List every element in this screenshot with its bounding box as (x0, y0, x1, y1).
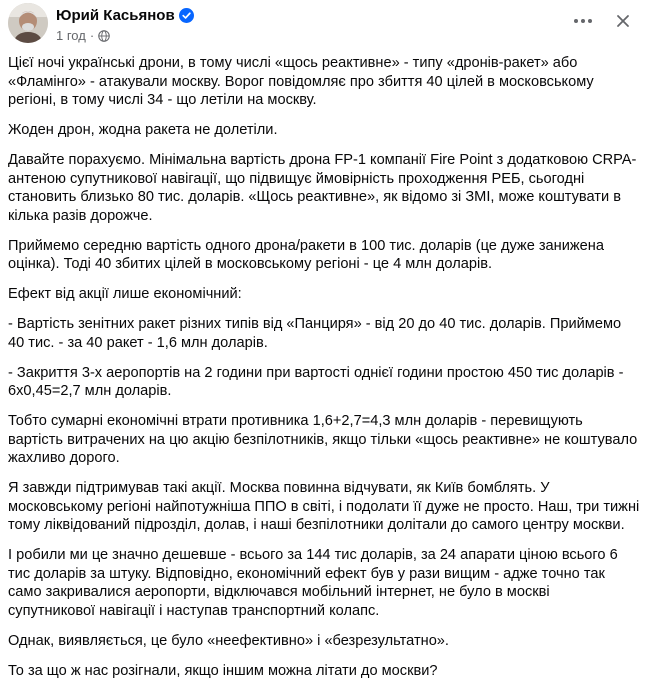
post-paragraph: І робили ми це значно дешевше - всього за 144 тис доларів, за 24 апарати ціною всього 6 тис доларів за штуку. Відповідно, економічний ефект був у рази вищим - адже точно так само закривалися аеропорти, відключався мобільний інтернет, не було в москві супутникової навігації і наступав транспортний колапс. (8, 547, 618, 619)
post-body (8, 54, 640, 692)
post-paragraph: Однак, виявляється, це було «неефективно» і «безрезультатно». (8, 632, 449, 649)
post-paragraph: Ефект від акції лише економічний: (8, 286, 242, 302)
verified-badge-icon (179, 8, 194, 23)
post-header (8, 3, 641, 47)
close-icon (616, 14, 630, 28)
author-avatar[interactable] (8, 3, 48, 43)
post-paragraph: Я завжди підтримував такі акції. Москва повинна відчувати, як Київ бомблять. У московському регіоні найпотужніша ППО в світі, і подолати її дуже не просто. Наш, три тижні тому ліквідований підрозділ, долав, і наші безпілотники долітали до самого центру москви. (8, 480, 640, 533)
post-paragraph: Цієї ночі українські дрони, в тому числі «щось реактивне» - типу «дронів-ракет» або «Фламінго» - атакували москву. Ворог повідомляє про збиття 40 цілей в московському регіоні, в тому числі 34 - що летіли на москву. (8, 55, 594, 108)
globe-icon[interactable] (98, 30, 110, 42)
post-paragraph: Приймемо середню вартість одного дрона/ракети в 100 тис. доларів (це дуже занижена оцінка). Тоді 40 збитих цілей в московському регіоні - це 4 млн доларів. (8, 237, 604, 272)
post-paragraph: То за що ж нас розігнали, якщо іншим можна літати до москви? (8, 662, 438, 679)
meta-separator: · (89, 28, 95, 43)
more-horizontal-icon (573, 18, 593, 24)
more-options-button[interactable] (569, 7, 597, 35)
post-paragraph: Давайте порахуємо. Мінімальна вартість дрона FP-1 компанії Fire Point з додатковою CRPA-антеною супутникової навігації, що підвищує ймовірність проходження РЕБ, сьогодні становить близько 80 тис. доларів. «Щось реактивне», як відомо зі ЗМІ, може коштувати в кілька разів дорожче. (8, 152, 637, 224)
post-meta (56, 28, 110, 43)
close-button[interactable] (609, 7, 637, 35)
post-paragraph: Жоден дрон, жодна ракета не долетіли. (8, 122, 278, 138)
post-paragraph: - Закриття 3-х аеропортів на 2 години при вартості однієї години простою 450 тис доларів - 6х0,45=2,7 млн доларів. (8, 364, 624, 399)
post-paragraph: - Вартість зенітних ракет різних типів від «Панциря» - від 20 до 40 тис. доларів. Приймемо 40 тис. - за 40 ракет - 1,6 млн доларів. (8, 316, 622, 351)
post-time[interactable]: 1 год (56, 28, 86, 43)
author-name-row (56, 7, 194, 24)
avatar-photo (8, 3, 48, 43)
post-paragraph: Тобто сумарні економічні втрати противника 1,6+2,7=4,3 млн доларів - перевищують вартість витрачених на цю акцію безпілотників, якщо тільки «щось реактивне» не коштувало жахливо дорого. (8, 413, 638, 466)
author-name[interactable]: Юрий Касьянов (56, 7, 175, 24)
